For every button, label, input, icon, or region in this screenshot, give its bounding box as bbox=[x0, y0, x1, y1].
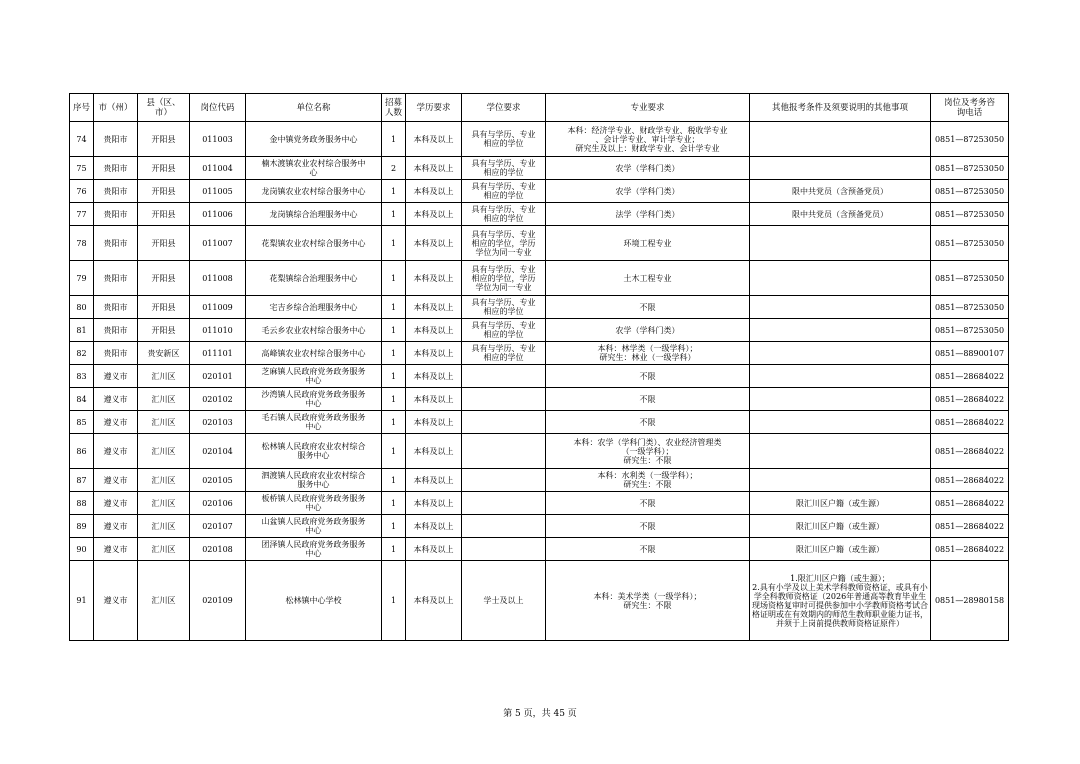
cell-major: 农学（学科门类） bbox=[546, 180, 750, 203]
cell-seq: 77 bbox=[70, 203, 94, 226]
cell-unit: 沙湾镇人民政府党务政务服务 中心 bbox=[246, 388, 382, 411]
cell-unit: 山盆镇人民政府党务政务服务 中心 bbox=[246, 515, 382, 538]
cell-other bbox=[750, 411, 931, 434]
header-row bbox=[70, 94, 1009, 122]
cell-degree bbox=[462, 515, 546, 538]
cell-county: 开阳县 bbox=[138, 157, 190, 180]
cell-phone: 0851—87253050 bbox=[931, 203, 1009, 226]
cell-code: 011005 bbox=[190, 180, 246, 203]
cell-degree: 具有与学历、专业 相应的学位 bbox=[462, 319, 546, 342]
cell-seq: 90 bbox=[70, 538, 94, 561]
cell-county: 贵安新区 bbox=[138, 342, 190, 365]
cell-num: 1 bbox=[382, 319, 406, 342]
cell-city: 贵阳市 bbox=[94, 226, 138, 261]
cell-major: 本科：经济学专业、财政学专业、税收学专业 、会计学专业、审计学专业； 研究生及以上：财政学专业、会计学专业 bbox=[546, 122, 750, 157]
cell-county: 开阳县 bbox=[138, 226, 190, 261]
cell-major: 不限 bbox=[546, 515, 750, 538]
table-row bbox=[70, 122, 1009, 157]
header-county: 县（区、 市） bbox=[138, 94, 190, 122]
cell-degree bbox=[462, 434, 546, 469]
cell-other bbox=[750, 365, 931, 388]
cell-major: 土木工程专业 bbox=[546, 261, 750, 296]
table-row bbox=[70, 411, 1009, 434]
cell-county: 汇川区 bbox=[138, 411, 190, 434]
cell-major: 不限 bbox=[546, 388, 750, 411]
cell-county: 汇川区 bbox=[138, 538, 190, 561]
table-body bbox=[70, 122, 1009, 641]
header-unit: 单位名称 bbox=[246, 94, 382, 122]
cell-phone: 0851—87253050 bbox=[931, 180, 1009, 203]
cell-other: 限汇川区户籍（或生源） bbox=[750, 492, 931, 515]
page-footer: 第 5 页，共 45 页 bbox=[503, 709, 577, 719]
cell-county: 开阳县 bbox=[138, 261, 190, 296]
cell-phone: 0851—28684022 bbox=[931, 492, 1009, 515]
cell-code: 011010 bbox=[190, 319, 246, 342]
cell-phone: 0851—28684022 bbox=[931, 538, 1009, 561]
cell-edu: 本科及以上 bbox=[406, 411, 462, 434]
cell-edu: 本科及以上 bbox=[406, 296, 462, 319]
cell-city: 贵阳市 bbox=[94, 122, 138, 157]
cell-unit: 芝麻镇人民政府党务政务服务 中心 bbox=[246, 365, 382, 388]
cell-city: 贵阳市 bbox=[94, 180, 138, 203]
cell-seq: 76 bbox=[70, 180, 94, 203]
cell-code: 011008 bbox=[190, 261, 246, 296]
cell-seq: 80 bbox=[70, 296, 94, 319]
cell-seq: 83 bbox=[70, 365, 94, 388]
cell-other: 1.限汇川区户籍（或生源）； 2.具有小学及以上美术学科教师资格证，或具有小学全科教师资格证（2026年普通高等教育毕业生现场资格复审时可提供参加中小学教师资格考试合格证明或在有效期内的师范生教师职业能力证书，并须于上岗前提供教师资格证原件） bbox=[750, 561, 931, 641]
cell-city: 遵义市 bbox=[94, 469, 138, 492]
cell-major: 不限 bbox=[546, 296, 750, 319]
header-phone: 岗位及考务咨 询电话 bbox=[931, 94, 1009, 122]
cell-seq: 78 bbox=[70, 226, 94, 261]
cell-unit: 毛石镇人民政府党务政务服务 中心 bbox=[246, 411, 382, 434]
cell-edu: 本科及以上 bbox=[406, 538, 462, 561]
cell-major: 不限 bbox=[546, 492, 750, 515]
cell-degree: 具有与学历、专业 相应的学位，学历 学位为同一专业 bbox=[462, 226, 546, 261]
cell-code: 020105 bbox=[190, 469, 246, 492]
table-row bbox=[70, 342, 1009, 365]
table-row bbox=[70, 203, 1009, 226]
cell-code: 011009 bbox=[190, 296, 246, 319]
cell-other bbox=[750, 122, 931, 157]
cell-unit: 花梨镇综合治理服务中心 bbox=[246, 261, 382, 296]
cell-degree: 具有与学历、专业 相应的学位 bbox=[462, 342, 546, 365]
cell-county: 开阳县 bbox=[138, 296, 190, 319]
cell-code: 011007 bbox=[190, 226, 246, 261]
cell-major: 不限 bbox=[546, 538, 750, 561]
cell-seq: 79 bbox=[70, 261, 94, 296]
cell-county: 汇川区 bbox=[138, 561, 190, 641]
table-row bbox=[70, 157, 1009, 180]
cell-city: 遵义市 bbox=[94, 515, 138, 538]
cell-county: 汇川区 bbox=[138, 365, 190, 388]
cell-edu: 本科及以上 bbox=[406, 469, 462, 492]
cell-num: 1 bbox=[382, 261, 406, 296]
cell-phone: 0851—28684022 bbox=[931, 469, 1009, 492]
cell-phone: 0851—28684022 bbox=[931, 411, 1009, 434]
cell-degree: 具有与学历、专业 相应的学位 bbox=[462, 180, 546, 203]
cell-phone: 0851—87253050 bbox=[931, 261, 1009, 296]
cell-city: 遵义市 bbox=[94, 538, 138, 561]
cell-phone: 0851—28980158 bbox=[931, 561, 1009, 641]
cell-other: 限中共党员（含预备党员） bbox=[750, 180, 931, 203]
cell-city: 贵阳市 bbox=[94, 157, 138, 180]
cell-seq: 86 bbox=[70, 434, 94, 469]
cell-major: 本科：水利类（一级学科）； 研究生：不限 bbox=[546, 469, 750, 492]
table-row bbox=[70, 365, 1009, 388]
cell-num: 1 bbox=[382, 561, 406, 641]
cell-num: 1 bbox=[382, 492, 406, 515]
cell-major: 农学（学科门类） bbox=[546, 319, 750, 342]
cell-major: 环境工程专业 bbox=[546, 226, 750, 261]
cell-unit: 龙岗镇综合治理服务中心 bbox=[246, 203, 382, 226]
cell-city: 遵义市 bbox=[94, 388, 138, 411]
cell-county: 汇川区 bbox=[138, 388, 190, 411]
cell-seq: 81 bbox=[70, 319, 94, 342]
cell-unit: 毛云乡农业农村综合服务中心 bbox=[246, 319, 382, 342]
cell-degree: 具有与学历、专业 相应的学位，学历 学位为同一专业 bbox=[462, 261, 546, 296]
cell-code: 020103 bbox=[190, 411, 246, 434]
cell-unit: 花梨镇农业农村综合服务中心 bbox=[246, 226, 382, 261]
cell-code: 011101 bbox=[190, 342, 246, 365]
cell-degree bbox=[462, 388, 546, 411]
header-city: 市（州） bbox=[94, 94, 138, 122]
cell-code: 020108 bbox=[190, 538, 246, 561]
cell-phone: 0851—87253050 bbox=[931, 296, 1009, 319]
header-num: 招募 人数 bbox=[382, 94, 406, 122]
cell-num: 1 bbox=[382, 469, 406, 492]
cell-edu: 本科及以上 bbox=[406, 261, 462, 296]
cell-degree bbox=[462, 411, 546, 434]
header-edu: 学历要求 bbox=[406, 94, 462, 122]
cell-county: 汇川区 bbox=[138, 469, 190, 492]
header-code: 岗位代码 bbox=[190, 94, 246, 122]
cell-unit: 板桥镇人民政府党务政务服务 中心 bbox=[246, 492, 382, 515]
cell-seq: 85 bbox=[70, 411, 94, 434]
cell-code: 020107 bbox=[190, 515, 246, 538]
cell-edu: 本科及以上 bbox=[406, 203, 462, 226]
table-row bbox=[70, 538, 1009, 561]
cell-county: 开阳县 bbox=[138, 180, 190, 203]
cell-num: 1 bbox=[382, 342, 406, 365]
cell-code: 011004 bbox=[190, 157, 246, 180]
cell-edu: 本科及以上 bbox=[406, 319, 462, 342]
cell-phone: 0851—87253050 bbox=[931, 122, 1009, 157]
cell-code: 020104 bbox=[190, 434, 246, 469]
cell-major: 本科：农学（学科门类）、农业经济管理类 （一级学科）； 研究生：不限 bbox=[546, 434, 750, 469]
cell-phone: 0851—87253050 bbox=[931, 319, 1009, 342]
cell-unit: 宅吉乡综合治理服务中心 bbox=[246, 296, 382, 319]
cell-degree: 具有与学历、专业 相应的学位 bbox=[462, 296, 546, 319]
cell-edu: 本科及以上 bbox=[406, 561, 462, 641]
cell-city: 贵阳市 bbox=[94, 319, 138, 342]
table-row bbox=[70, 180, 1009, 203]
cell-county: 汇川区 bbox=[138, 492, 190, 515]
cell-phone: 0851—87253050 bbox=[931, 226, 1009, 261]
cell-other bbox=[750, 226, 931, 261]
table-row bbox=[70, 515, 1009, 538]
cell-seq: 82 bbox=[70, 342, 94, 365]
cell-degree: 具有与学历、专业 相应的学位 bbox=[462, 122, 546, 157]
cell-unit: 楠木渡镇农业农村综合服务中 心 bbox=[246, 157, 382, 180]
table-row bbox=[70, 492, 1009, 515]
cell-degree bbox=[462, 492, 546, 515]
cell-degree: 具有与学历、专业 相应的学位 bbox=[462, 157, 546, 180]
cell-code: 020102 bbox=[190, 388, 246, 411]
cell-other bbox=[750, 319, 931, 342]
cell-other bbox=[750, 388, 931, 411]
cell-edu: 本科及以上 bbox=[406, 434, 462, 469]
cell-city: 遵义市 bbox=[94, 365, 138, 388]
table-row bbox=[70, 561, 1009, 641]
table-row bbox=[70, 261, 1009, 296]
cell-seq: 75 bbox=[70, 157, 94, 180]
cell-num: 1 bbox=[382, 226, 406, 261]
cell-major: 不限 bbox=[546, 411, 750, 434]
cell-city: 遵义市 bbox=[94, 561, 138, 641]
cell-city: 贵阳市 bbox=[94, 203, 138, 226]
cell-num: 1 bbox=[382, 296, 406, 319]
cell-phone: 0851—88900107 bbox=[931, 342, 1009, 365]
cell-major: 本科：美术学类（一级学科）； 研究生：不限 bbox=[546, 561, 750, 641]
cell-other bbox=[750, 296, 931, 319]
cell-major: 法学（学科门类） bbox=[546, 203, 750, 226]
cell-phone: 0851—87253050 bbox=[931, 157, 1009, 180]
cell-edu: 本科及以上 bbox=[406, 157, 462, 180]
cell-seq: 84 bbox=[70, 388, 94, 411]
cell-county: 汇川区 bbox=[138, 434, 190, 469]
cell-code: 011003 bbox=[190, 122, 246, 157]
cell-degree bbox=[462, 365, 546, 388]
cell-code: 020101 bbox=[190, 365, 246, 388]
cell-other: 限汇川区户籍（或生源） bbox=[750, 515, 931, 538]
cell-unit: 高峰镇农业农村综合服务中心 bbox=[246, 342, 382, 365]
cell-county: 开阳县 bbox=[138, 203, 190, 226]
cell-seq: 74 bbox=[70, 122, 94, 157]
table-row bbox=[70, 388, 1009, 411]
header-degree: 学位要求 bbox=[462, 94, 546, 122]
cell-edu: 本科及以上 bbox=[406, 226, 462, 261]
cell-major: 本科：林学类（一级学科）； 研究生：林业（一级学科） bbox=[546, 342, 750, 365]
cell-num: 1 bbox=[382, 180, 406, 203]
cell-other bbox=[750, 157, 931, 180]
cell-degree bbox=[462, 469, 546, 492]
cell-city: 遵义市 bbox=[94, 434, 138, 469]
cell-seq: 91 bbox=[70, 561, 94, 641]
cell-phone: 0851—28684022 bbox=[931, 434, 1009, 469]
cell-edu: 本科及以上 bbox=[406, 122, 462, 157]
header-other: 其他报考条件及须要说明的其他事项 bbox=[750, 94, 931, 122]
cell-seq: 89 bbox=[70, 515, 94, 538]
cell-county: 开阳县 bbox=[138, 122, 190, 157]
cell-other: 限汇川区户籍（或生源） bbox=[750, 538, 931, 561]
cell-major: 农学（学科门类） bbox=[546, 157, 750, 180]
table-row bbox=[70, 469, 1009, 492]
cell-seq: 88 bbox=[70, 492, 94, 515]
cell-edu: 本科及以上 bbox=[406, 492, 462, 515]
table-row bbox=[70, 296, 1009, 319]
table-row bbox=[70, 319, 1009, 342]
cell-unit: 泗渡镇人民政府农业农村综合 服务中心 bbox=[246, 469, 382, 492]
cell-county: 开阳县 bbox=[138, 319, 190, 342]
cell-county: 汇川区 bbox=[138, 515, 190, 538]
cell-num: 1 bbox=[382, 515, 406, 538]
cell-other: 限中共党员（含预备党员） bbox=[750, 203, 931, 226]
cell-unit: 松林镇人民政府农业农村综合 服务中心 bbox=[246, 434, 382, 469]
cell-city: 遵义市 bbox=[94, 492, 138, 515]
cell-num: 1 bbox=[382, 388, 406, 411]
cell-code: 020106 bbox=[190, 492, 246, 515]
cell-edu: 本科及以上 bbox=[406, 342, 462, 365]
header-seq: 序号 bbox=[70, 94, 94, 122]
cell-phone: 0851—28684022 bbox=[931, 515, 1009, 538]
cell-major: 不限 bbox=[546, 365, 750, 388]
cell-num: 1 bbox=[382, 434, 406, 469]
cell-num: 1 bbox=[382, 122, 406, 157]
cell-city: 贵阳市 bbox=[94, 296, 138, 319]
cell-other bbox=[750, 434, 931, 469]
cell-num: 1 bbox=[382, 411, 406, 434]
recruitment-table bbox=[69, 93, 1009, 641]
cell-unit: 松林镇中心学校 bbox=[246, 561, 382, 641]
cell-degree: 学士及以上 bbox=[462, 561, 546, 641]
header-major: 专业要求 bbox=[546, 94, 750, 122]
cell-num: 2 bbox=[382, 157, 406, 180]
cell-edu: 本科及以上 bbox=[406, 365, 462, 388]
cell-edu: 本科及以上 bbox=[406, 388, 462, 411]
cell-phone: 0851—28684022 bbox=[931, 365, 1009, 388]
cell-num: 1 bbox=[382, 203, 406, 226]
cell-city: 贵阳市 bbox=[94, 261, 138, 296]
cell-unit: 团泽镇人民政府党务政务服务 中心 bbox=[246, 538, 382, 561]
cell-unit: 龙岗镇农业农村综合服务中心 bbox=[246, 180, 382, 203]
cell-num: 1 bbox=[382, 538, 406, 561]
cell-city: 遵义市 bbox=[94, 411, 138, 434]
cell-degree bbox=[462, 538, 546, 561]
cell-unit: 金中镇党务政务服务中心 bbox=[246, 122, 382, 157]
table-row bbox=[70, 434, 1009, 469]
cell-num: 1 bbox=[382, 365, 406, 388]
cell-edu: 本科及以上 bbox=[406, 515, 462, 538]
cell-other bbox=[750, 261, 931, 296]
cell-seq: 87 bbox=[70, 469, 94, 492]
cell-city: 贵阳市 bbox=[94, 342, 138, 365]
cell-code: 011006 bbox=[190, 203, 246, 226]
cell-other bbox=[750, 469, 931, 492]
cell-other bbox=[750, 342, 931, 365]
cell-edu: 本科及以上 bbox=[406, 180, 462, 203]
cell-degree: 具有与学历、专业 相应的学位 bbox=[462, 203, 546, 226]
cell-phone: 0851—28684022 bbox=[931, 388, 1009, 411]
cell-code: 020109 bbox=[190, 561, 246, 641]
table-row bbox=[70, 226, 1009, 261]
